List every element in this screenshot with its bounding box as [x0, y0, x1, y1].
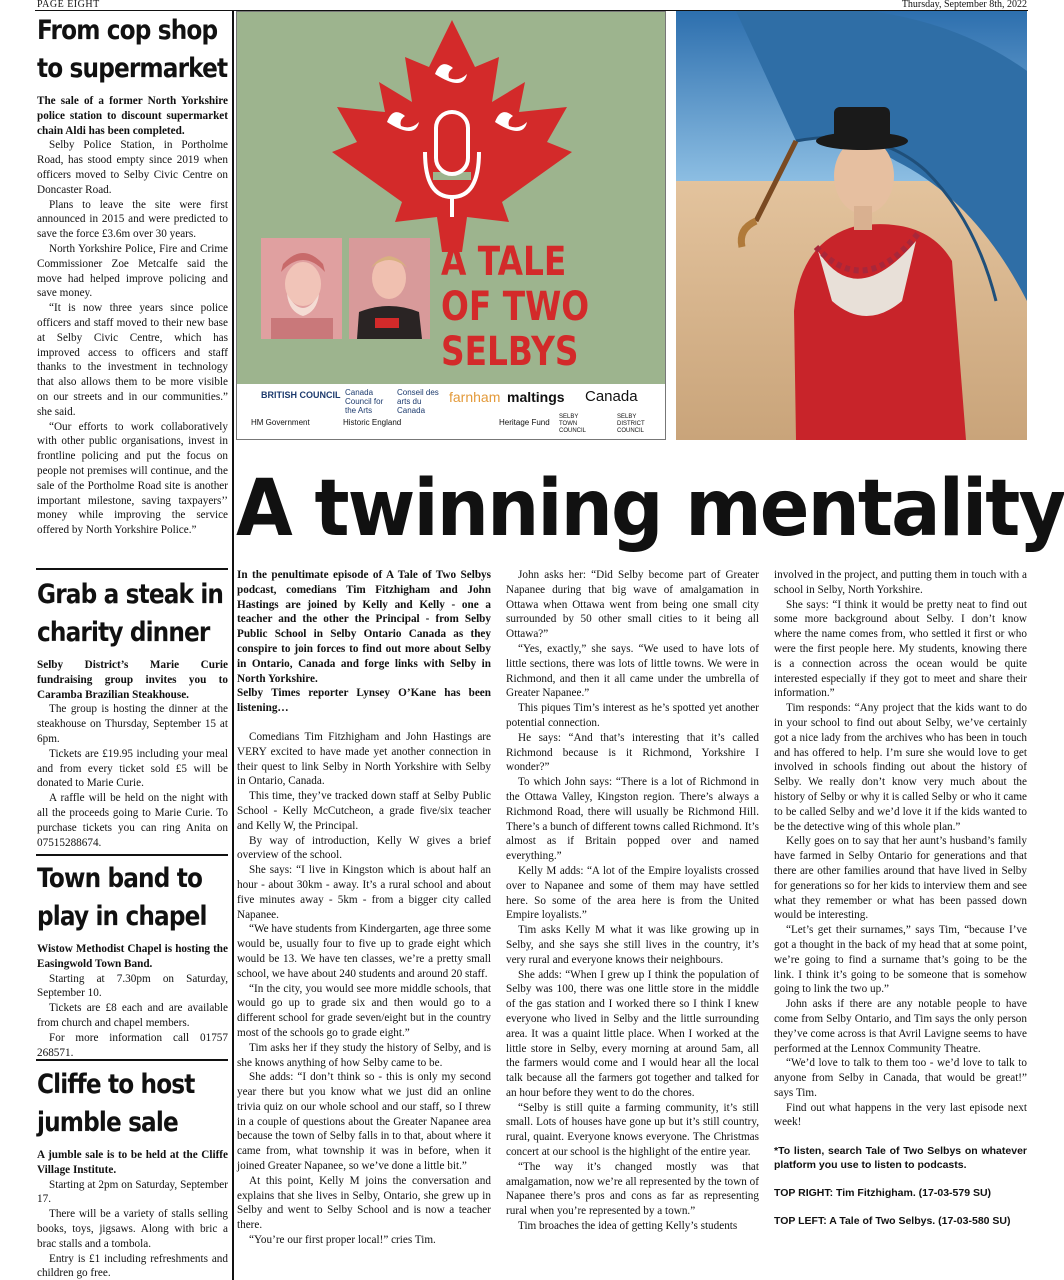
article-paragraph: Tim asks Kelly M what it was like growing up in Selby, and she says she still lives in the country, it’s very rural and everyone knows their neighbours.	[506, 924, 759, 966]
sponsor-logo: BRITISH COUNCIL	[261, 390, 341, 400]
page-label: PAGE EIGHT	[37, 0, 100, 10]
sponsor-logo: Historic England	[343, 418, 402, 427]
podcast-title-line: OF TWO	[441, 284, 590, 330]
story-paragraph: Tickets are £19.95 including your meal and from every ticket sold £5 will be donated to Marie Curie.	[37, 747, 228, 790]
issue-date: Thursday, September 8th, 2022	[901, 0, 1027, 10]
article-paragraph: He says: “And that’s interesting that it’s called Richmond because is it Richmond, Yorkshire I wonder?”	[506, 731, 759, 774]
article-paragraph: She says: “I think it would be pretty neat to find out some more background about Selby. I don’t know where the name comes from, who settled it first or who were the first people here. My students, knowing there is a connection across the ocean would be quite interested especially if they got to meet and share their information.”	[774, 598, 1027, 700]
article-paragraph: Tim responds: “Any project that the kids want to do in your school to find out about Selby, we’ve certainly got a nice lady from the archives who has been in touch and has offered to help. I’m sure she would love to get involved in schools finding out about the history of Selby. We really don’t know very much about the history of Selby or why it is called Selby or who it came to be called Selby and we’d love it if the kids wanted to be the detective wing of this whole plan.”	[774, 702, 1027, 833]
story-paragraph: “It is now three years since police officers and staff moved to their new base at Selby Civic Centre, which has improved access to officers and staff thanks to the investment in technology that also allows them to be more visible on our streets and in our communities.” she said.	[37, 302, 228, 418]
story-headline: Town band to	[37, 863, 203, 894]
sponsor-logo-strip	[237, 384, 665, 439]
story-lead: Wistow Methodist Chapel is hosting the Easingwold Town Band.	[37, 943, 228, 970]
story-divider	[36, 1059, 228, 1061]
paragraph-gap	[774, 1200, 1027, 1214]
article-paragraph: “Yes, exactly,” she says. “We used to have lots of little sections, there was lots of little towns. We were in Richmond, and then it all came under the umbrella of Greater Napanee.”	[506, 642, 759, 700]
article-paragraph: This piques Tim’s interest as he’s spotted yet another potential connection.	[506, 702, 759, 729]
story-jumble-sale	[37, 1066, 228, 1280]
sponsor-logo: SELBY DISTRICT COUNCIL	[617, 414, 645, 434]
podcast-logo-image	[236, 11, 666, 440]
sponsor-logo: Heritage Fund	[499, 418, 550, 427]
article-paragraph: Selby Times reporter Lynsey O’Kane has been listening…	[237, 687, 491, 715]
story-divider	[36, 568, 228, 570]
story-divider	[36, 854, 228, 856]
article-paragraph: At this point, Kelly M joins the conversation and explains that she lives in Selby, Ontario, she grew up in Selby and went to Selby School and is now a teacher there.	[237, 1174, 491, 1232]
tim-fitzhigham-desert-photo	[676, 11, 1027, 440]
sponsor-logo: Canada	[585, 388, 638, 405]
story-town-band	[37, 860, 228, 1060]
story-headline: jumble sale	[37, 1107, 178, 1138]
story-paragraph: Tickets are £8 each and are available from church and chapel members.	[37, 1002, 228, 1029]
paragraph-gap	[774, 1172, 1027, 1186]
sponsor-logo: Canada Council for the Arts	[345, 388, 384, 415]
article-column-2	[506, 568, 759, 1234]
story-paragraph: Entry is £1 including refreshments and children go free.	[37, 1252, 228, 1280]
article-paragraph: involved in the project, and putting them in touch with a school in Selby, North Yorkshire.	[774, 569, 1027, 596]
main-headline: A twinning mentality	[236, 464, 1064, 554]
story-lead: Selby District’s Marie Curie fundraising group invites you to Caramba Brazilian Steakhouse.	[37, 659, 228, 701]
story-paragraph: A raffle will be held on the night with all the proceeds going to Marie Curie. To purchase tickets you can ring Anita on 07515288674.	[37, 792, 228, 849]
article-paragraph: “The way it’s changed mostly was that amalgamation, now we’re all represented by the town of Napanee there’s pros and cons as far as representing rural when you’re represented by a town.”	[506, 1160, 759, 1218]
sponsor-logo: farnham	[449, 389, 501, 405]
article-paragraph: By way of introduction, Kelly W gives a brief overview of the school.	[237, 834, 491, 862]
story-paragraph: Starting at 2pm on Saturday, September 17.	[37, 1178, 228, 1206]
sponsor-logo: HM Government	[251, 418, 310, 427]
article-paragraph: To which John says: “There is a lot of Richmond in the Ottawa Valley, Kingston region. There’s always a Richmond Road, there will usually be Richmond Hill. There’s a bunch of different towns called Richmond. It’s almost as if Britain popped over and named everything.”	[506, 776, 759, 863]
article-paragraph: Kelly M adds: “A lot of the Empire loyalists crossed over to Napanee and some of them may have settled here. So some of the area here is from the United Empire loyalists.”	[506, 864, 759, 922]
article-paragraph: John asks her: “Did Selby become part of Greater Napanee during that big wave of amalgamation in Ottawa when Ottawa went from being one small city surrounded by 50 other small cities to it being all Ottawa?”	[506, 569, 759, 641]
article-paragraph: Comedians Tim Fitzhigham and John Hastings are VERY excited to have made yet another connection in their quest to link Selby in North Yorkshire with Selby in Ontario, Canada.	[237, 730, 491, 788]
podcast-title-line: A TALE	[441, 239, 567, 285]
story-paragraph: North Yorkshire Police, Fire and Crime Commissioner Zoe Metcalfe said the move had helped improve policing and save money.	[37, 242, 228, 300]
podcast-title	[441, 240, 641, 375]
story-headline: Grab a steak in	[37, 579, 224, 610]
article-paragraph: Kelly goes on to say that her aunt’s husband’s family have farmed in Selby Ontario for generations and that there are other families around that have lived in Selby for generations so for her kids to interview them and see what they remember or what has been passed down would be interesting.	[774, 835, 1027, 922]
paragraph-gap	[237, 716, 491, 730]
article-paragraph: “We have students from Kindergarten, age three some would be, usually four to five up to grade eight which would be 13. We have ten classes, we’re a pretty small school, we have about 240 students and around 20 staff.	[237, 923, 491, 980]
photo-caption: TOP RIGHT: Tim Fitzhigham. (17-03-579 SU)	[774, 1187, 992, 1200]
article-paragraph: Tim broaches the idea of getting Kelly’s students	[518, 1220, 738, 1233]
sponsor-logo: SELBY TOWN COUNCIL	[559, 414, 587, 434]
story-headline: play in chapel	[37, 901, 207, 932]
article-paragraph: Tim asks her if they study the history of Selby, and is she knows anything of how Selby came to be.	[237, 1041, 491, 1069]
john-hastings-photo	[349, 238, 430, 339]
article-paragraph: This time, they’ve tracked down staff at Selby Public School - Kelly McCutcheon, a grade five/six teacher and Kelly W, the Principal.	[237, 790, 491, 832]
article-paragraph: She says: “I live in Kingston which is about half an hour - about 30km - away. It’s a rural school and about five minutes away - 5km - from a bigger city called Napanee.	[237, 864, 491, 921]
article-paragraph: “We’d love to talk to them too - we’d love to talk to anyone from Selby in Canada, that would be great!” says Tim.	[774, 1057, 1027, 1099]
story-headline: Cliffe to host	[37, 1069, 195, 1100]
podcast-title-line: SELBYS	[441, 329, 579, 375]
article-column-1	[237, 568, 491, 1248]
sponsor-logo: maltings	[507, 389, 565, 405]
story-paragraph: Starting at 7.30pm on Saturday, September 10.	[37, 972, 228, 1000]
article-paragraph: She adds: “When I grew up I think the population of Selby was 100, there was one little store in the middle of the gas station and I worked there so I think I knew everyone who lived in Selby and the little surrounding area. It was a quaint little place. When I worked at the little store in Selby, every morning at around 5am, all the farmers would come and I would hear all the local talk because all the farmers got together and talked for an hour before they went to do the chores.	[506, 968, 759, 1099]
article-column-3	[774, 568, 1027, 1228]
story-lead: A jumble sale is to be held at the Cliffe Village Institute.	[37, 1149, 228, 1176]
story-paragraph: Selby Police Station, in Portholme Road, has stood empty since 2019 when officers moved to Selby Civic Centre on Doncaster Road.	[37, 139, 228, 196]
story-paragraph: There will be a variety of stalls selling books, toys, jigsaws. Along with bric a brac stalls and a tombola.	[37, 1208, 228, 1250]
story-paragraph: “Our efforts to work collaboratively with other public organisations, invest in frontline policing and put the focus on people not premises will continue, and the sale of the Portholme Road site is another important milestone, saving taxpayers’’ money while improving the service offered by North Yorkshire Police.”	[37, 420, 228, 537]
paragraph-gap	[774, 1130, 1027, 1144]
story-steak-dinner	[37, 576, 228, 850]
photo-caption: TOP LEFT: A Tale of Two Selbys. (17-03-580 SU)	[774, 1215, 1011, 1228]
column-divider	[232, 11, 234, 1280]
story-paragraph: For more information call 01757 268571.	[37, 1031, 228, 1059]
article-paragraph: “In the city, you would see more middle schools, that would go up to grade six and then would go to a different school for grade seven/eight but in the country most of the schools go to grade eight.”	[237, 982, 491, 1039]
story-lead: The sale of a former North Yorkshire police station to discount supermarket chain Aldi has been completed.	[37, 95, 228, 137]
article-paragraph: She adds: “I don’t think so - this is only my second year there but you know what we just did an online trivia quiz on our whole school and our staff, so I threw in a couple of questions about the Greater Napanee area because the town of Selby falls in to that, about where it came from, what township it was in before, when it joined Greater Napanee, so we’ve done a little bit.”	[237, 1071, 491, 1173]
story-cop-shop	[37, 12, 228, 538]
listen-note: *To listen, search Tale of Two Selbys on whatever platform you use to listen to podcasts.	[774, 1145, 1027, 1172]
story-headline: to supermarket	[37, 53, 228, 84]
story-paragraph: Plans to leave the site were first announced in 2015 and were predicted to save the force £3.6m over 30 years.	[37, 198, 228, 241]
article-paragraph: “Let’s get their surnames,” says Tim, “because I’ve got a thought in the back of my head that at some point, we’re going to find a surname that’s going to be the link. I think it’s going to be someone that is somehow going to link the two up.”	[774, 924, 1027, 996]
sponsor-logo: Conseil des arts du Canada	[397, 388, 439, 415]
article-paragraph: In the penultimate episode of A Tale of Two Selbys podcast, comedians Tim Fitzhigham and John Hastings are joined by Kelly and Kelly - one a teacher and the other the Principal - from Selby Public School in Selby Ontario Canada as they conspire to join forces to find out more about Selby in Ontario, Canada and forge links with Selby in North Yorkshire.	[237, 569, 491, 685]
article-paragraph: “Selby is still quite a farming community, it’s still small. Lots of houses have gone up but it’s still country, rural, quaint. Everyone knows everyone. The Christmas concert at our school is the highlight of the entire year.	[506, 1101, 759, 1159]
story-headline: From cop shop	[37, 15, 218, 46]
article-paragraph: John asks if there are any notable people to have come from Selby Ontario, and Tim says the only person they’ve come across is that Avril Lavigne seems to have performed at the Lennox Community Theatre.	[774, 998, 1027, 1055]
article-paragraph: Find out what happens in the very last episode next week!	[774, 1101, 1027, 1129]
story-headline: charity dinner	[37, 617, 210, 648]
story-paragraph: The group is hosting the dinner at the steakhouse on Thursday, September 15 at 6pm.	[37, 703, 228, 745]
tim-fitzhigham-photo	[261, 238, 342, 339]
article-paragraph: “You’re our first proper local!” cries Tim.	[249, 1234, 436, 1247]
